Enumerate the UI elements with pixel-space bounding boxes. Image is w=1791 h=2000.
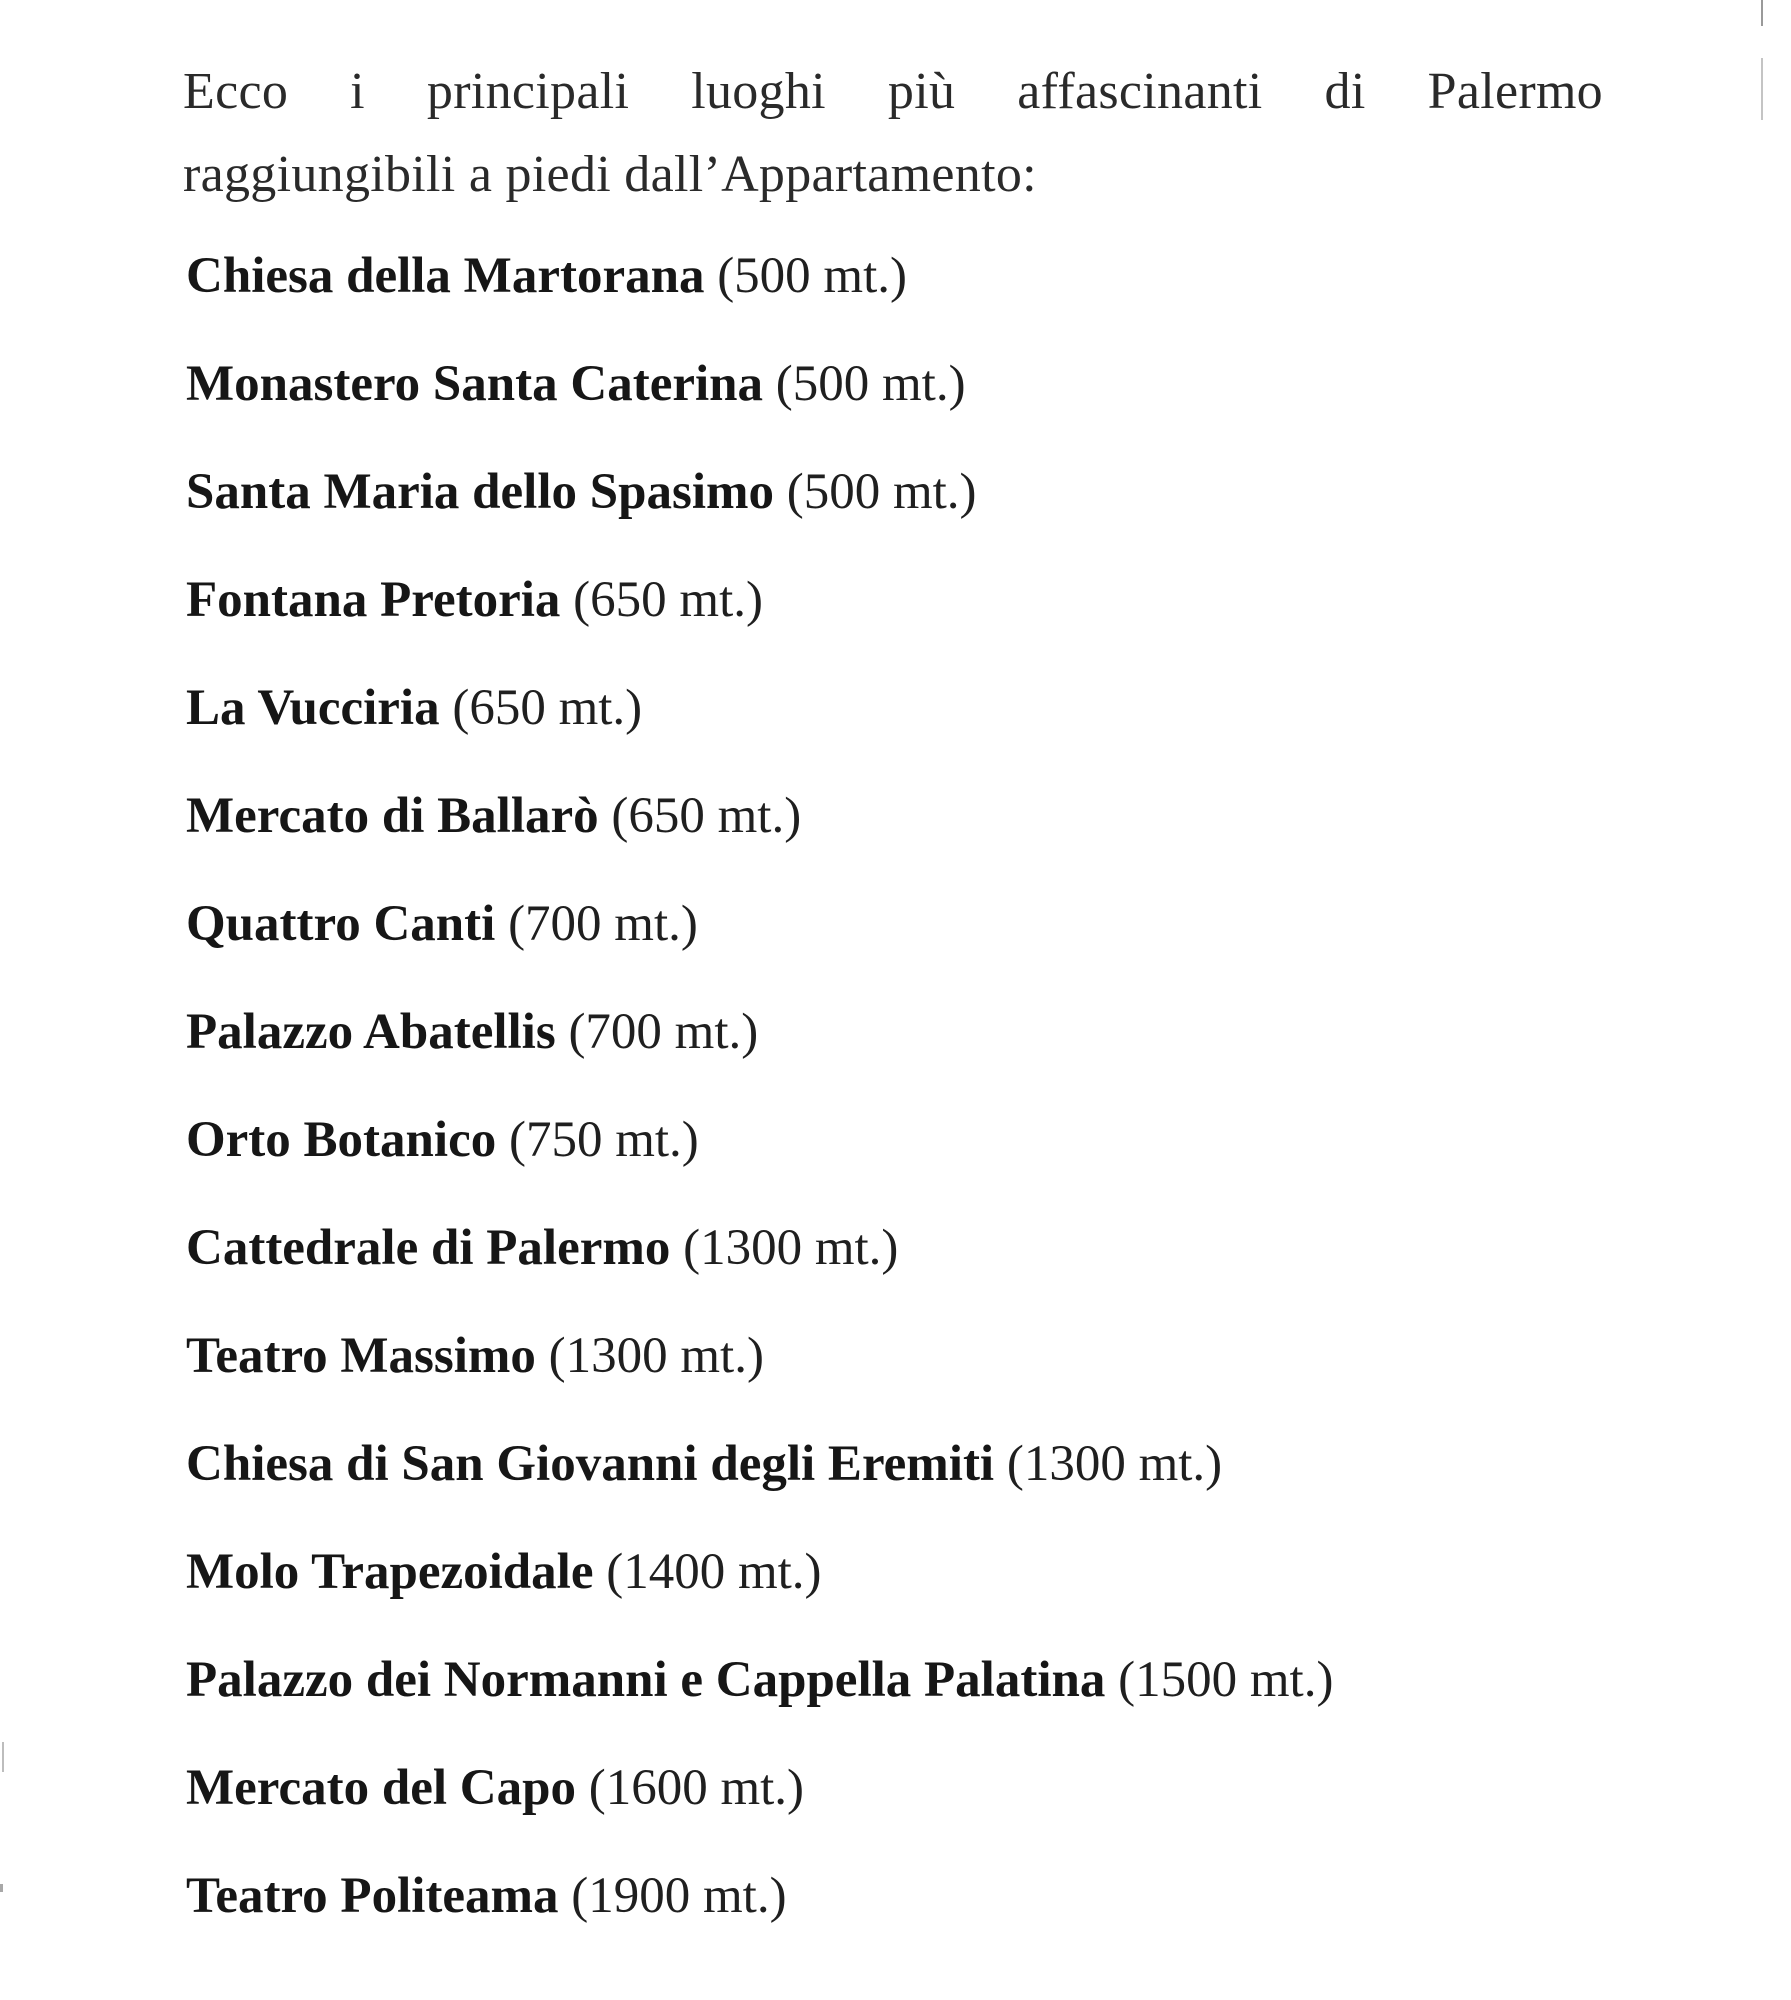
place-distance: (700 mt.): [508, 896, 698, 952]
place-distance: (700 mt.): [568, 1004, 759, 1060]
place-distance: (1300 mt.): [1006, 1436, 1223, 1492]
list-item: [186, 232, 1333, 340]
place-name: Quattro Canti: [186, 896, 496, 952]
scan-mark-right: [1761, 58, 1763, 120]
place-name: Teatro Massimo: [186, 1328, 536, 1384]
place-distance: (1500 mt.): [1118, 1652, 1334, 1708]
place-distance: (650 mt.): [611, 788, 802, 844]
scan-mark-left-dot: [0, 1884, 3, 1892]
place-name: Mercato del Capo: [186, 1760, 576, 1816]
places-list: [186, 232, 1333, 1960]
list-item: [186, 772, 1333, 880]
place-name: La Vucciria: [186, 680, 440, 736]
place-name: Cattedrale di Palermo: [186, 1220, 671, 1276]
list-item: [186, 1312, 1333, 1420]
intro-line-1: Ecco i principali luoghi più affascinanti di Palermo: [183, 63, 1603, 120]
place-distance: (750 mt.): [508, 1112, 699, 1168]
scan-mark-left: [2, 1742, 4, 1772]
list-item: [186, 340, 1333, 448]
list-item: [186, 448, 1333, 556]
list-item: [186, 1096, 1333, 1204]
place-name: Teatro Politeama: [186, 1868, 559, 1924]
list-item: [186, 988, 1333, 1096]
list-item: [186, 1744, 1333, 1852]
place-distance: (1300 mt.): [548, 1328, 764, 1384]
place-distance: (500 mt.): [786, 464, 977, 520]
list-item: [186, 664, 1333, 772]
place-distance: (1400 mt.): [606, 1544, 822, 1600]
place-distance: (650 mt.): [573, 572, 763, 628]
place-distance: (1300 mt.): [683, 1220, 899, 1276]
list-item: [186, 880, 1333, 988]
list-item: [186, 556, 1333, 664]
place-name: Santa Maria dello Spasimo: [186, 464, 774, 520]
list-item: [186, 1636, 1333, 1744]
list-item: [186, 1204, 1333, 1312]
place-distance: (650 mt.): [452, 680, 643, 736]
list-item: [186, 1852, 1333, 1960]
scan-mark-top-right: [1761, 0, 1763, 26]
place-name: Orto Botanico: [186, 1112, 497, 1168]
place-name: Mercato di Ballarò: [186, 788, 599, 844]
place-distance: (500 mt.): [775, 356, 966, 412]
place-name: Chiesa della Martorana: [186, 248, 705, 304]
place-distance: (500 mt.): [717, 248, 908, 304]
list-item: [186, 1420, 1333, 1528]
place-name: Palazzo dei Normanni e Cappella Palatina: [186, 1652, 1106, 1708]
intro-line-2: raggiungibili a piedi dall’Appartamento:: [183, 146, 1037, 203]
place-name: Chiesa di San Giovanni degli Eremiti: [186, 1436, 995, 1492]
place-name: Molo Trapezoidale: [186, 1544, 594, 1600]
list-item: [186, 1528, 1333, 1636]
place-distance: (1900 mt.): [571, 1868, 787, 1924]
place-name: Monastero Santa Caterina: [186, 356, 764, 412]
place-name: Palazzo Abatellis: [186, 1004, 556, 1060]
place-name: Fontana Pretoria: [186, 572, 561, 628]
intro-paragraph: [183, 50, 1603, 216]
place-distance: (1600 mt.): [588, 1760, 805, 1816]
